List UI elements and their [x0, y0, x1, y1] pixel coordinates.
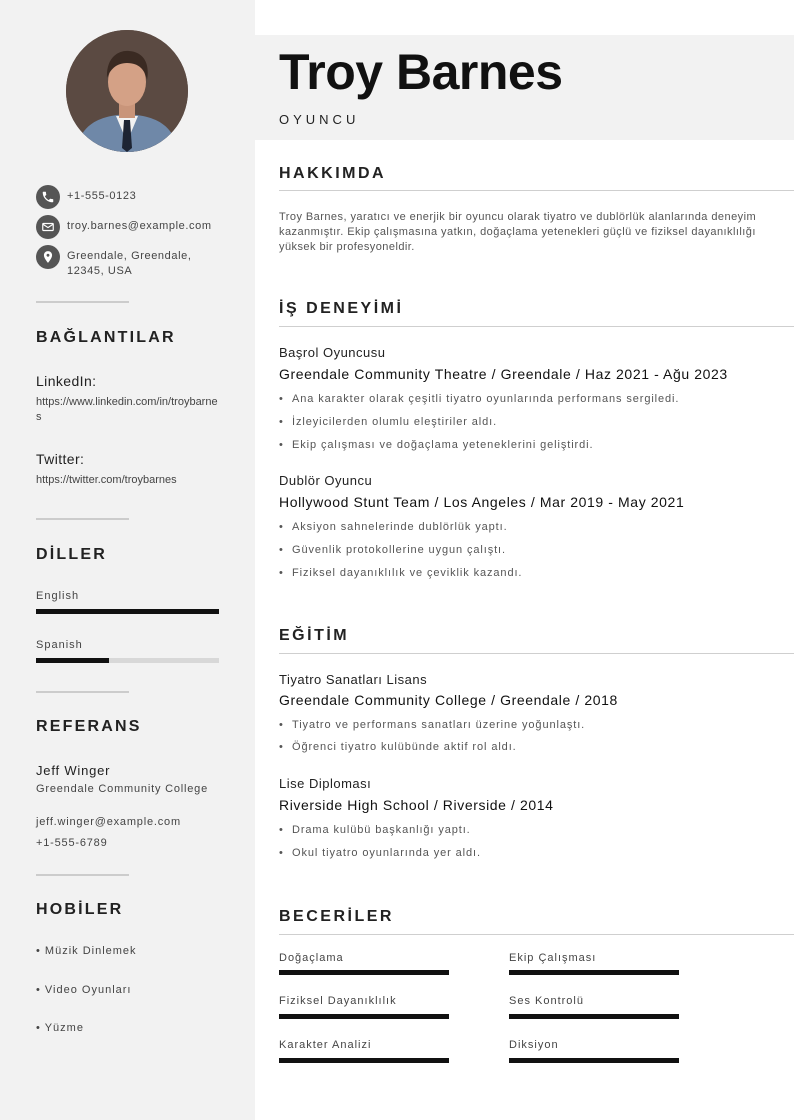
- job-bullet: [279, 416, 779, 428]
- education-title: Tiyatro Sanatları Lisans: [279, 672, 428, 687]
- education-bullet: [279, 741, 779, 753]
- twitter-link[interactable]: https://twitter.com/troybarnes: [36, 474, 177, 486]
- bullet-dot: •: [279, 393, 284, 405]
- language-level-fill: [36, 658, 109, 663]
- education-bullet-text: Okul tiyatro oyunlarında yer aldı.: [292, 847, 481, 859]
- skill-level-bar: [509, 970, 679, 975]
- hobbies-heading: HOBİLER: [36, 901, 124, 918]
- profile-photo: [66, 30, 188, 152]
- experience-heading: İŞ DENEYİMİ: [279, 300, 404, 317]
- reference-company: Greendale Community College: [36, 783, 209, 795]
- skill-level-bar: [509, 1058, 679, 1063]
- about-text: Troy Barnes, yaratıcı ve enerjik bir oyuncu olarak tiyatro ve dublörlük alanlarında deneyim kazanmıştır. Ekip çalışmasına yatkın, doğaçlama yetenekleri güçlü ve fiziksel dayanıklılığı yüksek bir profesyoneldir.: [279, 211, 757, 253]
- bullet-dot: •: [279, 567, 284, 579]
- bullet-dot: •: [279, 741, 284, 753]
- sidebar-divider: [36, 874, 129, 876]
- language-name: English: [36, 590, 80, 602]
- section-rule: [279, 190, 794, 191]
- job-bullet-text: İzleyicilerden olumlu eleştiriler aldı.: [292, 416, 498, 428]
- bullet-dot: •: [279, 439, 284, 451]
- education-bullet-text: Tiyatro ve performans sanatları üzerine yoğunlaştı.: [292, 719, 586, 731]
- sidebar-divider: [36, 691, 129, 693]
- person-portrait-icon: [66, 30, 188, 152]
- job-bullet-text: Aksiyon sahnelerinde dublörlük yaptı.: [292, 521, 508, 533]
- bullet-dot: •: [279, 719, 284, 731]
- skill-name: Ses Kontrolü: [509, 995, 584, 1007]
- candidate-role: OYUNCU: [279, 112, 360, 127]
- contact-address-text: Greendale, Greendale, 12345, USA: [67, 250, 192, 277]
- skill-level-bar: [279, 1058, 449, 1063]
- references-heading: REFERANS: [36, 718, 142, 735]
- bullet-dot: •: [279, 824, 284, 836]
- languages-heading: DİLLER: [36, 546, 107, 563]
- education-subtitle: Greendale Community College / Greendale / 2018: [279, 692, 618, 708]
- skill-level-bar: [509, 1014, 679, 1019]
- contact-email[interactable]: [36, 215, 236, 239]
- job-bullet-text: Ana karakter olarak çeşitli tiyatro oyunlarında performans sergiledi.: [292, 393, 680, 405]
- sidebar-divider: [36, 301, 129, 303]
- skill-name: Fiziksel Dayanıklılık: [279, 995, 397, 1007]
- about-heading: HAKKIMDA: [279, 165, 387, 182]
- candidate-name: Troy Barnes: [279, 44, 563, 100]
- language-name: Spanish: [36, 639, 83, 651]
- education-bullet: [279, 719, 779, 731]
- skill-name: Diksiyon: [509, 1039, 559, 1051]
- sidebar-divider: [36, 518, 129, 520]
- linkedin-label: LinkedIn:: [36, 373, 97, 389]
- linkedin-link[interactable]: https://www.linkedin.com/in/troybarnes: [36, 396, 218, 423]
- bullet-dot: •: [279, 544, 284, 556]
- job-bullet: [279, 439, 779, 451]
- reference-phone: +1-555-6789: [36, 837, 108, 849]
- bullet-dot: •: [279, 847, 284, 859]
- bullet-dot: •: [279, 521, 284, 533]
- skill-level-bar: [279, 1014, 449, 1019]
- education-title: Lise Diploması: [279, 776, 372, 791]
- language-level-bar: [36, 609, 219, 614]
- phone-icon: [36, 185, 60, 209]
- mail-icon: [36, 215, 60, 239]
- skill-level-bar: [279, 970, 449, 975]
- job-bullet: [279, 393, 779, 405]
- job-subtitle: Greendale Community Theatre / Greendale / Haz 2021 - Ağu 2023: [279, 366, 728, 382]
- education-bullet-text: Öğrenci tiyatro kulübünde aktif rol aldı.: [292, 741, 517, 753]
- job-bullet: [279, 544, 779, 556]
- job-bullet: [279, 567, 779, 579]
- job-title: Dublör Oyuncu: [279, 473, 373, 488]
- bullet-dot: •: [279, 416, 284, 428]
- contact-email-text: troy.barnes@example.com: [67, 220, 212, 232]
- education-heading: EĞİTİM: [279, 627, 350, 644]
- hobby-item: • Yüzme: [36, 1022, 84, 1034]
- skill-name: Ekip Çalışması: [509, 952, 597, 964]
- twitter-label: Twitter:: [36, 451, 85, 467]
- skills-heading: BECERİLER: [279, 908, 394, 925]
- job-title: Başrol Oyuncusu: [279, 345, 386, 360]
- education-bullet: [279, 824, 779, 836]
- job-bullet-text: Ekip çalışması ve doğaçlama yeteneklerini geliştirdi.: [292, 439, 594, 451]
- section-rule: [279, 934, 794, 935]
- contact-phone-text: +1-555-0123: [67, 190, 137, 202]
- job-bullet: [279, 521, 779, 533]
- education-bullet-text: Drama kulübü başkanlığı yaptı.: [292, 824, 471, 836]
- education-bullet: [279, 847, 779, 859]
- language-level-fill: [36, 609, 219, 614]
- job-bullet-text: Güvenlik protokollerine uygun çalıştı.: [292, 544, 506, 556]
- education-subtitle: Riverside High School / Riverside / 2014: [279, 797, 554, 813]
- skill-name: Karakter Analizi: [279, 1039, 372, 1051]
- job-subtitle: Hollywood Stunt Team / Los Angeles / Mar 2019 - May 2021: [279, 494, 685, 510]
- location-pin-icon: [36, 245, 60, 269]
- contact-phone[interactable]: [36, 185, 236, 209]
- contact-address: [36, 245, 236, 279]
- job-bullet-text: Fiziksel dayanıklılık ve çeviklik kazandı.: [292, 567, 523, 579]
- section-rule: [279, 653, 794, 654]
- language-level-bar: [36, 658, 219, 663]
- skill-name: Doğaçlama: [279, 952, 344, 964]
- hobby-item: • Video Oyunları: [36, 984, 132, 996]
- reference-name: Jeff Winger: [36, 763, 111, 778]
- links-heading: BAĞLANTILAR: [36, 329, 176, 346]
- reference-email[interactable]: jeff.winger@example.com: [36, 816, 181, 828]
- hobby-item: • Müzik Dinlemek: [36, 945, 137, 957]
- section-rule: [279, 326, 794, 327]
